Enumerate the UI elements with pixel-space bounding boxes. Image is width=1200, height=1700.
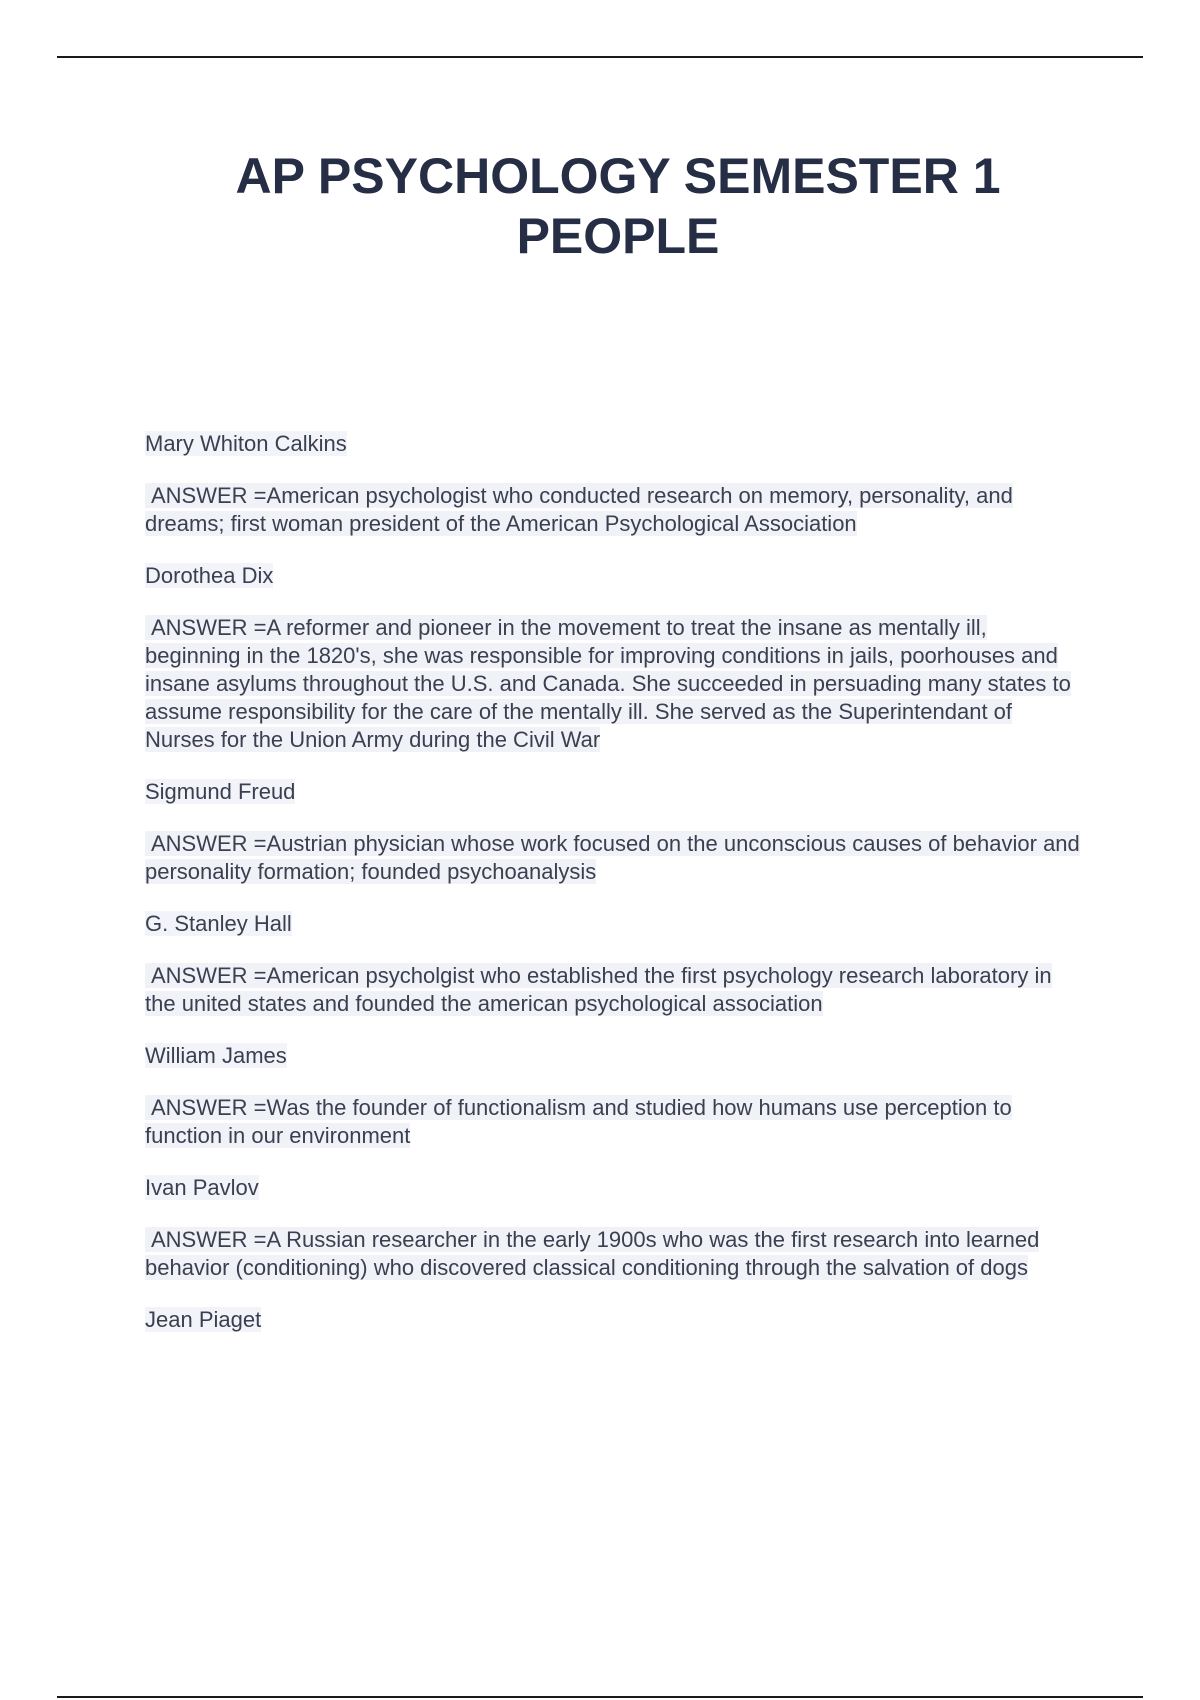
page-title bbox=[0, 146, 1200, 266]
term: Sigmund Freud bbox=[145, 779, 296, 804]
answer: ANSWER =A Russian researcher in the early 1900s who was the first research into learned behavior (conditioning) who discovered classical conditioning through the salvation of dogs bbox=[145, 1227, 1040, 1280]
term: William James bbox=[145, 1043, 287, 1068]
question-answer-list bbox=[145, 430, 1080, 1358]
title-line-2: PEOPLE bbox=[516, 208, 720, 264]
answer: ANSWER =American psychologist who conducted research on memory, personality, and dreams; first woman president of the American Psychological Association bbox=[145, 483, 1013, 536]
answer: ANSWER =A reformer and pioneer in the movement to treat the insane as mentally ill, beginning in the 1820's, she was responsible for improving conditions in jails, poorhouses and insane asylums throughout the U.S. and Canada. She succeeded in persuading many states to assume responsibility for the care of the mentally ill. She served as the Superintendant of Nurses for the Union Army during the Civil War bbox=[145, 615, 1071, 752]
term: Mary Whiton Calkins bbox=[145, 431, 347, 456]
term: Jean Piaget bbox=[145, 1307, 262, 1332]
answer: ANSWER =Austrian physician whose work focused on the unconscious causes of behavior and personality formation; founded psychoanalysis bbox=[145, 831, 1080, 884]
title-line-1: AP PSYCHOLOGY SEMESTER 1 bbox=[235, 148, 1001, 204]
bottom-rule bbox=[57, 1696, 1143, 1698]
term: Ivan Pavlov bbox=[145, 1175, 259, 1200]
answer: ANSWER =American psycholgist who established the first psychology research laboratory in the united states and founded the american psychological association bbox=[145, 963, 1052, 1016]
term: Dorothea Dix bbox=[145, 563, 274, 588]
term: G. Stanley Hall bbox=[145, 911, 292, 936]
answer: ANSWER =Was the founder of functionalism and studied how humans use perception to function in our environment bbox=[145, 1095, 1012, 1148]
top-rule bbox=[57, 56, 1143, 58]
